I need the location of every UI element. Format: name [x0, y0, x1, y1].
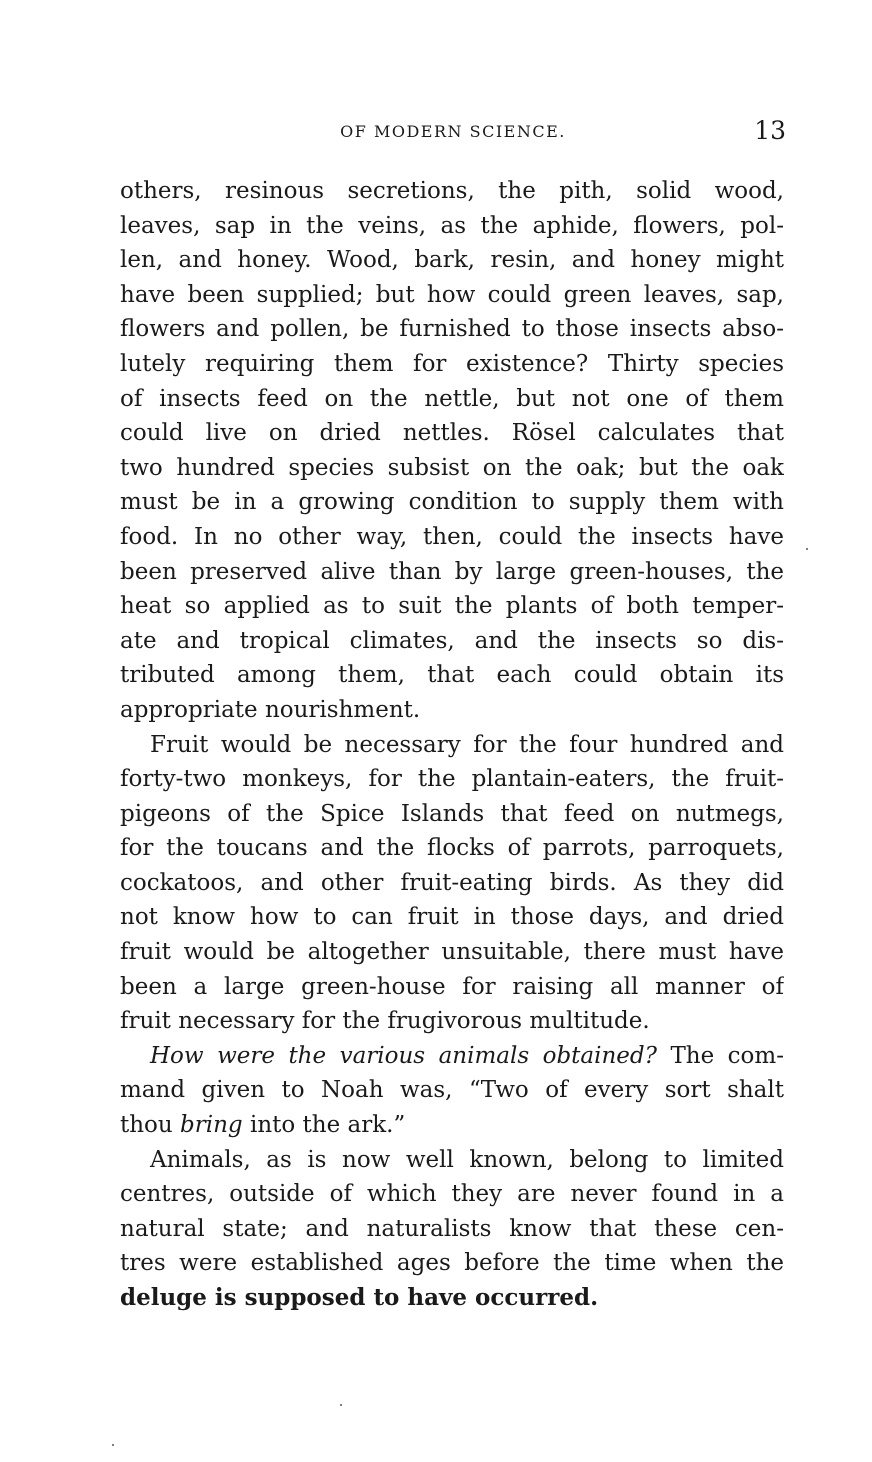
text-line: heat so applied as to suit the plants of both temper-	[120, 593, 784, 620]
page-number: 13	[754, 116, 786, 145]
text-line: fruit necessary for the frugivorous multitude.	[120, 1008, 650, 1035]
text-line: centres, outside of which they are never found in a	[120, 1181, 784, 1208]
text-line: len, and honey. Wood, bark, resin, and honey might	[120, 247, 784, 274]
text-line: natural state; and naturalists know that these cen-	[120, 1215, 784, 1242]
bring-line	[120, 1108, 784, 1143]
text-line: ate and tropical climates, and the insects so dis-	[120, 627, 784, 654]
paper-speck	[806, 548, 808, 550]
text-line: cockatoos, and other fruit-eating birds. As they did	[120, 869, 784, 896]
italic-question: How were the various animals obtained?	[150, 1042, 657, 1069]
paper-speck	[112, 1444, 114, 1446]
question-rest: The com-	[656, 1042, 784, 1069]
text-line: pigeons of the Spice Islands that feed on nutmegs,	[120, 800, 784, 827]
paper-speck	[340, 1404, 342, 1406]
bring-before: thou	[120, 1112, 181, 1139]
text-line: tres were established ages before the time when the	[120, 1250, 784, 1277]
text-line: Fruit would be necessary for the four hundred and	[150, 731, 784, 758]
running-head: OF MODERN SCIENCE.	[340, 122, 566, 141]
text-line: could live on dried nettles. Rösel calculates that	[120, 420, 784, 447]
text-line: been a large green-house for raising all manner of	[120, 973, 784, 1000]
question-line	[120, 1039, 784, 1074]
text-line: food. In no other way, then, could the insects have	[120, 523, 784, 550]
body-text	[120, 174, 784, 1316]
text-line: must be in a growing condition to supply them with	[120, 489, 784, 516]
page-header	[120, 116, 786, 146]
bring-after: into the ark.”	[242, 1112, 406, 1139]
text-line: mand given to Noah was, “Two of every sort shalt	[120, 1077, 784, 1104]
text-line: not know how to can fruit in those days, and dried	[120, 904, 784, 931]
text-line: been preserved alive than by large green-houses, the	[120, 558, 784, 585]
text-line: two hundred species subsist on the oak; but the oak	[120, 454, 784, 481]
text-line: Animals, as is now well known, belong to limited	[150, 1146, 784, 1173]
text-line: lutely requiring them for existence? Thirty species	[120, 350, 784, 377]
text-line: flowers and pollen, be furnished to those insects abso-	[120, 316, 784, 343]
text-line: of insects feed on the nettle, but not one of them	[120, 385, 784, 412]
text-line: appropriate nourishment.	[120, 696, 421, 723]
text-line: others, resinous secretions, the pith, solid wood,	[120, 178, 784, 204]
text-line: have been supplied; but how could green leaves, sap,	[120, 281, 784, 308]
italic-bring: bring	[180, 1112, 243, 1139]
text-line: fruit would be altogether unsuitable, there must have	[120, 939, 784, 966]
text-line: tributed among them, that each could obtain its	[120, 662, 784, 689]
text-line: forty-two monkeys, for the plantain-eaters, the fruit-	[120, 766, 784, 793]
text-line: deluge is supposed to have occurred.	[120, 1284, 599, 1311]
text-line: leaves, sap in the veins, as the aphide, flowers, pol-	[120, 212, 784, 239]
text-line: for the toucans and the flocks of parrots, parroquets,	[120, 835, 784, 862]
